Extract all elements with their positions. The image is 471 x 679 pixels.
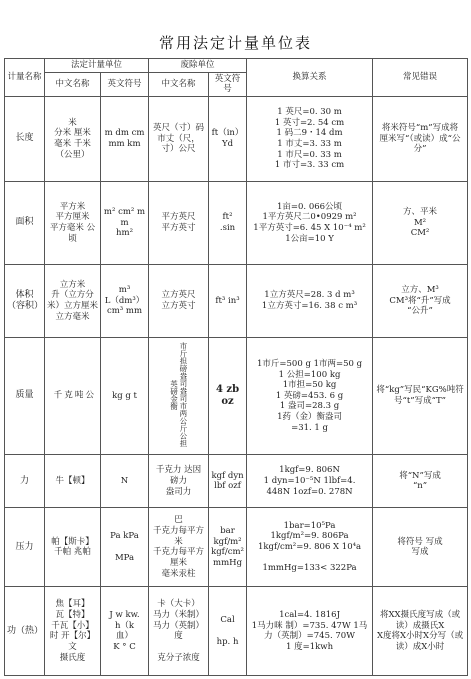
header-obsolete-en: 英文符号 [209,72,247,96]
old-cn-cell: 千克力 达因 磅力 盎司力 [149,455,209,508]
table-row [5,96,468,181]
header-legal-group: 法定计量单位 [45,59,149,73]
old-cn-vertical-text: 市斤担磅盎司盎司市两公斤公担英磅金衡 [169,342,188,448]
header-row-1 [5,59,468,73]
table-row [5,181,468,264]
row-name: 长度 [5,96,45,181]
table-row [5,587,468,676]
header-obsolete-cn: 中文名称 [149,72,209,96]
legal-cn-cell: 牛【顿】 [45,455,101,508]
row-name: 体积 （容积） [5,264,45,337]
table-row [5,264,468,337]
conversion-cell: 1 英尺=0. 30 m 1 英寸=2. 54 cm 1 码二9・14 dm 1 市丈=3. 33 m 1 市尺=0. 33 m 1 市寸=3. 33 cm [247,96,373,181]
legal-cn-cell: 焦【耳】 瓦【特】 千瓦【小】 时 开【尔】文 摄氏度 [45,587,101,676]
row-name: 压力 [5,508,45,587]
conversion-cell: 1bar=10⁵Pa 1kgf/m²=9. 806Pa 1kgf/cm²=9. 806 X 10⁴a 1mmHg=133< 322Pa [247,508,373,587]
legal-cn-cell: 平方米 平方厘米 平方毫米 公顷 [45,181,101,264]
row-name: 力 [5,455,45,508]
legal-cn-cell: 立方米 升（立方分米）立方厘米 立方毫米 [45,264,101,337]
legal-cn-cell: 帕【斯卡】 千帕 兆帕 [45,508,101,587]
conversion-cell: 1cal=4. 1816J 1马力咪 制）=735. 47W 1马力（英制）=745. 70W 1 度=1kwh [247,587,373,676]
legal-en-cell: J w kw. h（k 血） K ° C [101,587,149,676]
table-row [5,455,468,508]
row-name: 质量 [5,337,45,454]
errors-cell: 将米符号“m”写成将 厘米写“（或读）成“公分” [373,96,468,181]
conversion-cell: 1市斤=500 g 1市两=50 g 1 公担=100 kg 1市担=50 kg 1 英磅=453. 6 g 1 盎司=28.3 g 1药（金）衡盎司 =31. 1 g [247,337,373,454]
old-en-cell: ft² .sin [209,181,247,264]
header-name: 计量名称 [5,59,45,97]
conversion-cell: 1kgf=9. 806N 1 dyn=10⁻⁵N 1lbf=4. 448N 1ozf=0. 278N [247,455,373,508]
errors-cell: 立方、M³ CM³将“升”写成 “公升” [373,264,468,337]
header-errors: 常见错误 [373,59,468,97]
old-cn-cell: 立方英尺 立方英寸 [149,264,209,337]
old-cn-cell: 英尺（寸）码 市丈（尺， 寸）公尺 [149,96,209,181]
legal-en-cell: kg g t [101,337,149,454]
header-obsolete-group: 废除单位 [149,59,247,73]
old-cn-cell: 巴 千克力每平方米 千克力每平方厘米 毫米汞柱 [149,508,209,587]
old-en-cell: ft³ in³ [209,264,247,337]
conversion-cell: 1立方英尺=28. 3 d m³ 1立方英寸=16. 38 c m³ [247,264,373,337]
legal-cn-cell [45,337,101,454]
conversion-cell: 1亩=0. 066公顷 1平方英尺二0•0929 m² 1平方英寸=6. 45 X 10⁻⁴ m² 1公亩=10 Y [247,181,373,264]
old-en-cell [209,337,247,454]
header-legal-en: 英文符号 [101,72,149,96]
old-cn-cell: 卡（大卡） 马力（米制） 马力（英制） 度 克分子浓度 [149,587,209,676]
header-legal-cn: 中文名称 [45,72,101,96]
errors-cell: 将符号 写成 写成 [373,508,468,587]
legal-en-cell: m² cm² mm hm² [101,181,149,264]
legal-cn-cell: 米 分米 厘米 毫米 千米（公里） [45,96,101,181]
errors-cell: 将“N”写成 “n” [373,455,468,508]
old-en-symbol: 4 zb oz [215,383,240,408]
row-name: 面积 [5,181,45,264]
legal-en-cell: Pa kPa MPa [101,508,149,587]
header-conversion: 换算关系 [247,59,373,97]
old-cn-cell [149,337,209,454]
units-table [4,58,468,676]
legal-en-cell: m³ L（dm³） cm³ mm [101,264,149,337]
legal-en-cell: N [101,455,149,508]
old-en-cell: ft（in） Yd [209,96,247,181]
old-en-cell: Cal hp. h [209,587,247,676]
row-name: 功（热） [5,587,45,676]
errors-cell: 将XX摄氏度写成（或读）成摄氏X X度将X小时X分写（或读）成X小时 [373,587,468,676]
errors-cell: 方、平米 M² CM² [373,181,468,264]
old-en-cell: kgf dyn lbf ozf [209,455,247,508]
page-title: 常用法定计量单位表 [158,34,312,52]
old-cn-cell: 平方英尺 平方英寸 [149,181,209,264]
table-row [5,337,468,454]
errors-cell: 将“kg”写民“KG%吨符号“t”写成“T” [373,337,468,454]
legal-en-cell: m dm cm mm km [101,96,149,181]
legal-cn-vertical-text: 公 吨 克 千 [51,390,94,399]
table-row [5,508,468,587]
old-en-cell: bar kgf/m² kgf/cm² mmHg [209,508,247,587]
